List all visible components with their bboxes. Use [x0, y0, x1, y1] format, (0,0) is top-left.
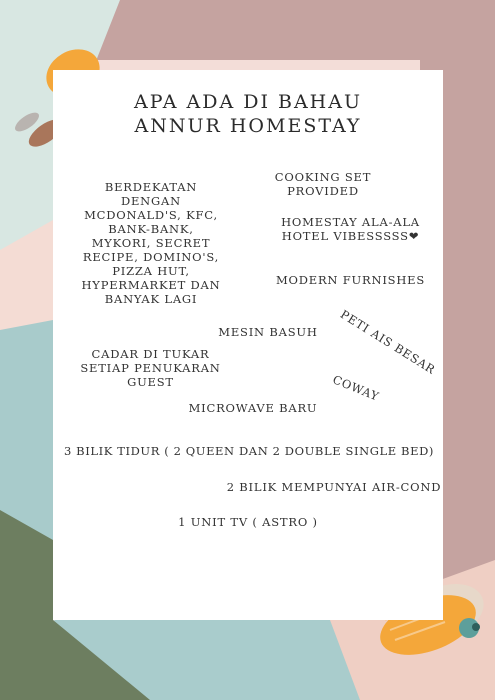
content-card	[53, 70, 443, 620]
mesin-basuh-text: MESIN BASUH	[218, 325, 318, 339]
tv-text: 1 UNIT TV ( ASTRO )	[178, 515, 318, 529]
cadar-text: CADAR DI TUKAR SETIAP PENUKARAN GUEST	[80, 347, 221, 389]
title-line-2: ANNUR HOMESTAY	[134, 115, 362, 137]
peti-ais-text: PETI AIS BESAR	[337, 307, 439, 377]
title-line-1: APA ADA DI BAHAU	[133, 91, 362, 113]
coway-text: COWAY	[330, 372, 382, 404]
nearby-text: BERDEKATAN DENGAN MCDONALD'S, KFC, BANK-BANK, MYKORI, SECRET RECIPE, DOMINO'S, PIZZA HUT, HYPERMARKET DAN BANYAK LAGI	[81, 180, 221, 306]
aircond-text: 2 BILIK MEMPUNYAI AIR-COND	[226, 480, 442, 494]
microwave-text: MICROWAVE BARU	[188, 401, 318, 415]
modern-furnishes-text: MODERN FURNISHES	[275, 273, 426, 287]
hotel-vibes-text: HOMESTAY ALA-ALA HOTEL VIBESSSSS❤	[281, 215, 420, 243]
cooking-set-text: COOKING SET PROVIDED	[274, 170, 372, 198]
bilik-tidur-text: 3 BILIK TIDUR ( 2 QUEEN DAN 2 DOUBLE SINGLE BED)	[64, 444, 434, 458]
teal-dot-inner	[472, 623, 480, 631]
